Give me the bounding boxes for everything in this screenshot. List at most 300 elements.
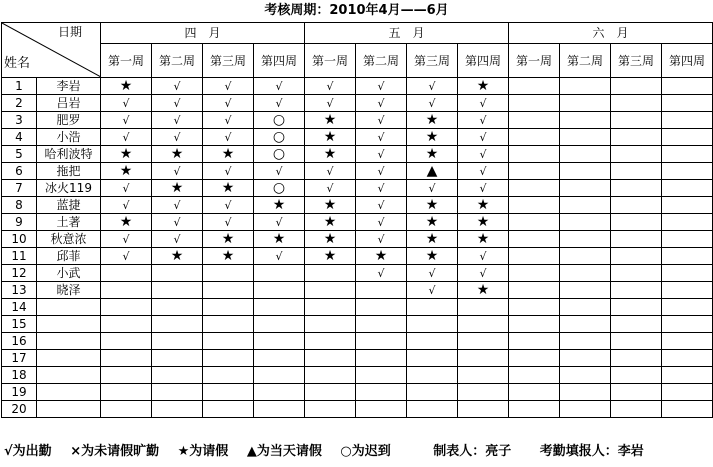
table-row <box>2 214 713 231</box>
attendance-mark: √ <box>122 249 130 263</box>
attendance-mark: ★ <box>323 231 337 247</box>
attendance-cell <box>101 384 152 401</box>
attendance-cell <box>356 248 407 265</box>
attendance-cell <box>407 367 458 384</box>
attendance-mark: ★ <box>323 214 337 230</box>
attendance-cell <box>662 367 713 384</box>
attendance-cell <box>101 197 152 214</box>
attendance-cell <box>458 367 509 384</box>
attendance-cell <box>101 214 152 231</box>
attendance-mark: √ <box>173 164 181 178</box>
attendance-cell <box>152 248 203 265</box>
week-header-m3-w2: 第二周 <box>560 44 611 78</box>
attendance-cell <box>152 316 203 333</box>
attendance-mark: √ <box>173 113 181 127</box>
attendance-cell <box>203 367 254 384</box>
attendance-mark: √ <box>479 181 487 195</box>
attendance-cell <box>356 282 407 299</box>
attendance-cell <box>509 180 560 197</box>
attendance-cell <box>101 248 152 265</box>
attendance-cell <box>203 197 254 214</box>
row-number: 5 <box>2 146 37 163</box>
member-name: 拖把 <box>37 163 101 180</box>
attendance-cell <box>509 333 560 350</box>
week-header-m3-w4: 第四周 <box>662 44 713 78</box>
attendance-mark: ○ <box>272 112 286 128</box>
attendance-cell <box>356 367 407 384</box>
attendance-cell <box>560 299 611 316</box>
attendance-cell <box>611 95 662 112</box>
attendance-mark: ★ <box>476 214 490 230</box>
attendance-cell <box>305 112 356 129</box>
attendance-mark: √ <box>224 215 232 229</box>
row-number: 13 <box>2 282 37 299</box>
attendance-cell <box>611 112 662 129</box>
attendance-cell <box>356 316 407 333</box>
attendance-cell <box>254 146 305 163</box>
attendance-cell <box>305 282 356 299</box>
attendance-cell <box>203 265 254 282</box>
attendance-cell <box>560 129 611 146</box>
attendance-mark: √ <box>122 113 130 127</box>
legend-leave: ★为请假 <box>177 444 229 459</box>
attendance-cell <box>509 350 560 367</box>
attendance-mark: √ <box>173 215 181 229</box>
attendance-mark: √ <box>326 96 334 110</box>
attendance-cell <box>254 265 305 282</box>
attendance-cell <box>407 231 458 248</box>
attendance-cell <box>152 384 203 401</box>
attendance-mark: √ <box>224 79 232 93</box>
week-header-m1-w4: 第四周 <box>254 44 305 78</box>
table-row <box>2 282 713 299</box>
attendance-mark: ★ <box>425 214 439 230</box>
attendance-mark: ★ <box>476 282 490 298</box>
attendance-cell <box>152 112 203 129</box>
attendance-cell <box>152 367 203 384</box>
attendance-mark: ★ <box>119 214 133 230</box>
attendance-cell <box>509 163 560 180</box>
attendance-cell <box>407 299 458 316</box>
attendance-cell <box>560 95 611 112</box>
attendance-cell <box>203 299 254 316</box>
attendance-cell <box>203 163 254 180</box>
attendance-cell <box>254 95 305 112</box>
attendance-cell <box>407 197 458 214</box>
attendance-cell <box>407 333 458 350</box>
attendance-cell <box>611 367 662 384</box>
attendance-mark: √ <box>122 232 130 246</box>
attendance-mark: ★ <box>425 112 439 128</box>
attendance-cell <box>101 163 152 180</box>
table-row <box>2 197 713 214</box>
attendance-cell <box>458 401 509 418</box>
attendance-mark: √ <box>377 164 385 178</box>
attendance-cell <box>305 299 356 316</box>
attendance-cell <box>560 333 611 350</box>
attendance-cell <box>509 78 560 95</box>
attendance-cell <box>407 180 458 197</box>
attendance-cell <box>407 401 458 418</box>
member-name: 冰火119 <box>37 180 101 197</box>
attendance-cell <box>560 146 611 163</box>
month-june-header: 六 月 <box>509 23 713 44</box>
attendance-cell <box>611 214 662 231</box>
attendance-mark: √ <box>479 249 487 263</box>
attendance-cell <box>254 367 305 384</box>
attendance-cell <box>509 282 560 299</box>
row-number: 12 <box>2 265 37 282</box>
attendance-cell <box>458 78 509 95</box>
member-name: 李岩 <box>37 78 101 95</box>
attendance-mark: √ <box>479 164 487 178</box>
week-header-m1-w2: 第二周 <box>152 44 203 78</box>
week-header-m3-w1: 第一周 <box>509 44 560 78</box>
attendance-mark: √ <box>377 232 385 246</box>
legend-present: √为出勤 <box>4 444 52 459</box>
attendance-cell <box>662 350 713 367</box>
attendance-cell <box>458 299 509 316</box>
attendance-cell <box>560 265 611 282</box>
attendance-cell <box>509 401 560 418</box>
attendance-mark: ○ <box>272 180 286 196</box>
attendance-cell <box>152 333 203 350</box>
attendance-cell <box>305 265 356 282</box>
attendance-cell <box>662 95 713 112</box>
row-number: 14 <box>2 299 37 316</box>
attendance-cell <box>560 180 611 197</box>
attendance-cell <box>356 384 407 401</box>
month-april-header: 四 月 <box>101 23 305 44</box>
attendance-cell <box>356 146 407 163</box>
legend-absent: ×为未请假旷勤 <box>70 444 160 459</box>
attendance-cell <box>407 129 458 146</box>
attendance-cell <box>254 214 305 231</box>
attendance-cell <box>509 265 560 282</box>
attendance-mark: ★ <box>119 163 133 179</box>
attendance-mark: ★ <box>170 180 184 196</box>
attendance-mark: √ <box>122 198 130 212</box>
attendance-mark: ★ <box>323 129 337 145</box>
legend-footer <box>4 441 709 463</box>
attendance-cell <box>101 112 152 129</box>
attendance-cell <box>407 282 458 299</box>
attendance-cell <box>560 367 611 384</box>
member-name: 肥罗 <box>37 112 101 129</box>
row-number: 11 <box>2 248 37 265</box>
attendance-cell <box>458 180 509 197</box>
attendance-mark: √ <box>377 198 385 212</box>
attendance-mark: ★ <box>221 146 235 162</box>
attendance-cell <box>407 112 458 129</box>
member-name: 吕岩 <box>37 95 101 112</box>
attendance-cell <box>356 231 407 248</box>
member-name: 秋意浓 <box>37 231 101 248</box>
attendance-mark: ★ <box>476 197 490 213</box>
attendance-mark: √ <box>173 79 181 93</box>
attendance-cell <box>560 78 611 95</box>
attendance-cell <box>560 316 611 333</box>
attendance-cell <box>458 129 509 146</box>
attendance-mark: √ <box>122 181 130 195</box>
attendance-cell <box>101 367 152 384</box>
attendance-mark: ★ <box>323 197 337 213</box>
attendance-cell <box>560 197 611 214</box>
attendance-mark: ★ <box>323 248 337 264</box>
week-header-m2-w1: 第一周 <box>305 44 356 78</box>
attendance-mark: ★ <box>272 197 286 213</box>
attendance-cell <box>356 180 407 197</box>
week-header-m3-w3: 第三周 <box>611 44 662 78</box>
attendance-cell <box>662 180 713 197</box>
week-header-m2-w3: 第三周 <box>407 44 458 78</box>
attendance-cell <box>458 197 509 214</box>
attendance-cell <box>509 384 560 401</box>
attendance-mark: √ <box>479 266 487 280</box>
attendance-cell <box>611 350 662 367</box>
attendance-cell <box>458 282 509 299</box>
attendance-cell <box>305 214 356 231</box>
attendance-mark: √ <box>428 283 436 297</box>
member-name: 土著 <box>37 214 101 231</box>
attendance-cell <box>509 146 560 163</box>
attendance-cell <box>611 384 662 401</box>
legend-late: ○为迟到 <box>340 444 391 459</box>
attendance-cell <box>407 248 458 265</box>
attendance-cell <box>662 282 713 299</box>
attendance-cell <box>509 95 560 112</box>
attendance-cell <box>152 401 203 418</box>
attendance-mark: √ <box>275 96 283 110</box>
row-number: 1 <box>2 78 37 95</box>
attendance-mark: √ <box>275 215 283 229</box>
attendance-mark: √ <box>173 96 181 110</box>
attendance-cell <box>305 248 356 265</box>
attendance-cell <box>305 350 356 367</box>
attendance-cell <box>152 282 203 299</box>
attendance-cell <box>356 401 407 418</box>
attendance-cell <box>305 129 356 146</box>
attendance-mark: ★ <box>119 78 133 94</box>
table-row <box>2 146 713 163</box>
member-name <box>37 401 101 418</box>
attendance-cell <box>101 231 152 248</box>
member-name: 小武 <box>37 265 101 282</box>
attendance-mark: √ <box>479 130 487 144</box>
attendance-cell <box>356 333 407 350</box>
member-name: 蓝捷 <box>37 197 101 214</box>
attendance-reporter: 考勤填报人：李岩 <box>539 444 644 459</box>
attendance-cell <box>152 265 203 282</box>
attendance-mark: ★ <box>170 146 184 162</box>
attendance-mark: √ <box>224 113 232 127</box>
attendance-cell <box>662 214 713 231</box>
attendance-mark: ★ <box>221 180 235 196</box>
row-number: 17 <box>2 350 37 367</box>
member-name <box>37 350 101 367</box>
attendance-cell <box>662 163 713 180</box>
attendance-cell <box>662 384 713 401</box>
attendance-cell <box>458 146 509 163</box>
attendance-cell <box>407 146 458 163</box>
attendance-cell <box>254 333 305 350</box>
week-header-m1-w3: 第三周 <box>203 44 254 78</box>
attendance-cell <box>611 231 662 248</box>
attendance-cell <box>611 401 662 418</box>
attendance-cell <box>101 95 152 112</box>
attendance-cell <box>203 146 254 163</box>
table-row <box>2 129 713 146</box>
attendance-cell <box>560 214 611 231</box>
attendance-cell <box>203 333 254 350</box>
attendance-cell <box>305 384 356 401</box>
row-number: 10 <box>2 231 37 248</box>
attendance-cell <box>305 231 356 248</box>
attendance-mark: √ <box>377 79 385 93</box>
attendance-mark: √ <box>428 266 436 280</box>
attendance-cell <box>560 350 611 367</box>
attendance-cell <box>662 316 713 333</box>
week-header-m2-w2: 第二周 <box>356 44 407 78</box>
attendance-cell <box>458 163 509 180</box>
attendance-mark: √ <box>173 130 181 144</box>
attendance-cell <box>152 95 203 112</box>
member-name: 晓泽 <box>37 282 101 299</box>
row-number: 2 <box>2 95 37 112</box>
attendance-cell <box>407 95 458 112</box>
attendance-mark: ★ <box>425 231 439 247</box>
attendance-cell <box>356 129 407 146</box>
attendance-cell <box>254 299 305 316</box>
attendance-cell <box>356 350 407 367</box>
attendance-cell <box>509 214 560 231</box>
diagonal-header-cell <box>2 23 101 78</box>
table-row <box>2 78 713 95</box>
attendance-mark: √ <box>122 96 130 110</box>
attendance-cell <box>662 112 713 129</box>
table-row <box>2 350 713 367</box>
attendance-cell <box>458 231 509 248</box>
attendance-cell <box>305 197 356 214</box>
attendance-mark: ★ <box>374 248 388 264</box>
attendance-mark: √ <box>377 130 385 144</box>
attendance-cell <box>611 282 662 299</box>
attendance-cell <box>611 197 662 214</box>
attendance-mark: √ <box>479 147 487 161</box>
attendance-cell <box>356 197 407 214</box>
attendance-mark: √ <box>377 96 385 110</box>
attendance-cell <box>611 129 662 146</box>
date-header-label: 日期 <box>57 25 82 39</box>
name-header-label: 姓名 <box>4 56 31 71</box>
attendance-cell <box>458 248 509 265</box>
attendance-cell <box>254 197 305 214</box>
attendance-cell <box>101 401 152 418</box>
attendance-cell <box>152 163 203 180</box>
attendance-mark: ★ <box>425 129 439 145</box>
member-name: 哈利波特 <box>37 146 101 163</box>
attendance-cell <box>458 214 509 231</box>
attendance-cell <box>152 231 203 248</box>
attendance-cell <box>305 333 356 350</box>
attendance-cell <box>254 384 305 401</box>
week-header-m1-w1: 第一周 <box>101 44 152 78</box>
row-number: 9 <box>2 214 37 231</box>
row-number: 4 <box>2 129 37 146</box>
attendance-cell <box>407 265 458 282</box>
attendance-cell <box>611 180 662 197</box>
attendance-cell <box>101 350 152 367</box>
attendance-mark: ★ <box>170 248 184 264</box>
attendance-cell <box>356 299 407 316</box>
attendance-cell <box>203 78 254 95</box>
attendance-cell <box>509 299 560 316</box>
attendance-mark: √ <box>326 181 334 195</box>
row-number: 3 <box>2 112 37 129</box>
attendance-mark: ★ <box>221 231 235 247</box>
attendance-cell <box>407 384 458 401</box>
attendance-mark: ★ <box>221 248 235 264</box>
attendance-mark: ○ <box>272 146 286 162</box>
attendance-cell <box>254 316 305 333</box>
attendance-cell <box>203 282 254 299</box>
attendance-cell <box>560 401 611 418</box>
attendance-cell <box>101 146 152 163</box>
attendance-cell <box>254 282 305 299</box>
row-number: 18 <box>2 367 37 384</box>
month-header-row <box>2 23 713 44</box>
attendance-cell <box>152 214 203 231</box>
row-number: 6 <box>2 163 37 180</box>
attendance-cell <box>203 180 254 197</box>
attendance-cell <box>356 78 407 95</box>
week-header-row <box>2 44 713 78</box>
attendance-cell <box>662 231 713 248</box>
attendance-cell <box>101 265 152 282</box>
table-row <box>2 316 713 333</box>
legend-same-day-leave: ▲为当天请假 <box>246 444 322 459</box>
attendance-cell <box>152 129 203 146</box>
attendance-cell <box>509 197 560 214</box>
table-maker: 制表人：亮子 <box>433 444 512 459</box>
attendance-mark: ○ <box>272 129 286 145</box>
attendance-cell <box>101 129 152 146</box>
attendance-cell <box>560 384 611 401</box>
attendance-cell <box>662 401 713 418</box>
table-row <box>2 401 713 418</box>
attendance-cell <box>662 299 713 316</box>
attendance-cell <box>152 78 203 95</box>
attendance-cell <box>509 112 560 129</box>
attendance-mark: ★ <box>425 197 439 213</box>
attendance-cell <box>101 299 152 316</box>
attendance-mark: √ <box>275 249 283 263</box>
attendance-cell <box>254 401 305 418</box>
table-row <box>2 95 713 112</box>
attendance-cell <box>203 248 254 265</box>
attendance-cell <box>662 265 713 282</box>
attendance-mark: √ <box>224 198 232 212</box>
table-row <box>2 299 713 316</box>
member-name <box>37 384 101 401</box>
attendance-mark: √ <box>377 147 385 161</box>
attendance-mark: √ <box>377 266 385 280</box>
row-number: 15 <box>2 316 37 333</box>
attendance-mark: √ <box>173 198 181 212</box>
member-name: 小浩 <box>37 129 101 146</box>
table-row <box>2 231 713 248</box>
attendance-cell <box>458 384 509 401</box>
